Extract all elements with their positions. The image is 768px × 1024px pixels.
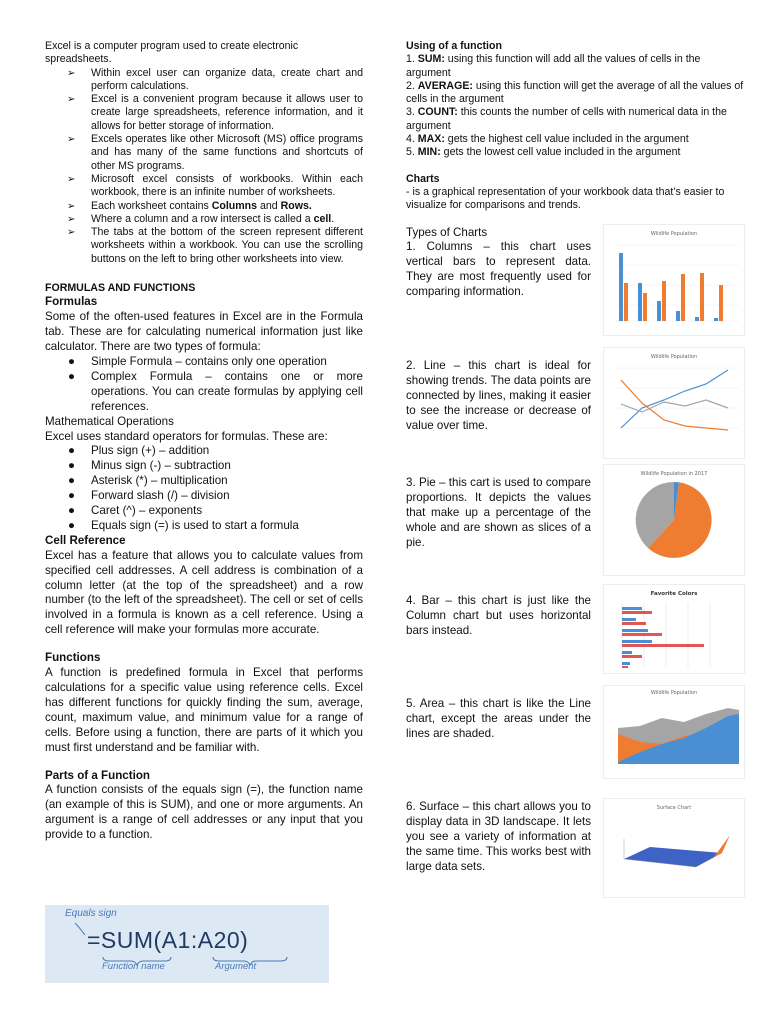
pie-chart-thumbnail [603, 464, 745, 576]
bullet-icon: ● [68, 504, 76, 518]
list-item: 2. AVERAGE: using this function will get the average of all the values of cells in the argument [406, 79, 744, 106]
arrow-bullet-icon: ➢ [67, 213, 76, 225]
subheading: Functions [45, 651, 101, 665]
paragraph: Excel uses standard operators for formulas. These are: [45, 429, 328, 443]
arrow-bullet-icon: ➢ [67, 94, 76, 106]
thumb-title: Wildlife Population in 2017 [640, 471, 708, 477]
chart-type-description: 4. Bar – this chart is just like the Column chart but uses horizontal bars instead. [406, 594, 591, 637]
thumb-title: Favorite Colors [650, 591, 698, 597]
section-heading: Using of a function [406, 40, 502, 52]
list-item: 5. MIN: gets the lowest cell value included in the argument [406, 146, 681, 159]
bar-chart-thumbnail [603, 584, 745, 674]
chart-type-description: 5. Area – this chart is like the Line chart, except the areas under the lines are shaded. [406, 697, 591, 740]
thumb-title: Wildlife Population [650, 354, 698, 360]
chart-type-description: 1. Columns – this chart uses vertical bars to represent data. They are most frequently used for comparing information. [406, 240, 591, 298]
intro-bullet-list [45, 67, 363, 266]
arrow-bullet-icon: ➢ [67, 200, 76, 212]
arrow-bullet-icon: ➢ [67, 173, 76, 185]
list-item: ● Simple Formula – contains only one operation [68, 354, 327, 368]
bullet-icon: ● [68, 354, 76, 368]
subheading: Mathematical Operations [45, 414, 174, 428]
formula-type-list [45, 355, 363, 415]
arrow-bullet-icon: ➢ [67, 134, 76, 146]
left-column [45, 40, 363, 843]
paragraph: A function consists of the equals sign (=), the function name (an example of this is SUM), and one or more arguments. An argument is a range of cell addresses or any input that you provide to a function. [45, 783, 363, 842]
bullet-icon: ● [68, 474, 76, 488]
list-item: ● Forward slash (/) – division [68, 489, 230, 503]
section-heading: FORMULAS AND FUNCTIONS [45, 282, 196, 295]
list-item: 3. COUNT: this counts the number of cells with numerical data in the argument [406, 106, 727, 132]
formula-brackets [45, 905, 329, 983]
subheading: Parts of a Function [45, 768, 150, 782]
formula-text: =SUM(A1:A20) [87, 927, 249, 953]
argument-label: Argument [215, 961, 257, 972]
list-item: ● Asterisk (*) – multiplication [68, 474, 228, 488]
column-chart-thumbnail [603, 224, 745, 336]
list-item: 1. SUM: using this function will add all the values of cells in the argument [406, 53, 701, 79]
right-column [406, 40, 746, 240]
chart-type-description: 3. Pie – this cart is used to compare proportions. It depicts the values that make up a percentage of the whole and are shown as slices of a pie. [406, 476, 591, 549]
list-item: 4. MAX: gets the highest cell value included in the argument [406, 133, 689, 146]
bullet-icon: ● [68, 369, 76, 383]
bullet-icon: ● [68, 444, 76, 458]
subheading: Formulas [45, 295, 98, 309]
equals-sign-label: Equals sign [65, 908, 117, 919]
formula-diagram [45, 905, 329, 983]
function-name-label: Function name [102, 961, 165, 972]
line-chart-thumbnail [603, 347, 745, 459]
thumb-title: Wildlife Population [650, 690, 698, 696]
thumb-title: Wildlife Population [650, 231, 698, 237]
thumb-title: Surface Chart [656, 805, 692, 811]
intro-text: Excel is a computer program used to create electronic spreadsheets. [45, 40, 299, 66]
list-item: ➢ Excel is a convenient program because it allows user to create large spreadsheets, reference information, and it allows for better storage of information. [67, 93, 363, 132]
operator-list [45, 444, 363, 533]
list-item: ● Minus sign (-) – subtraction [68, 459, 231, 473]
list-item: ● Equals sign (=) is used to start a formula [68, 518, 299, 532]
list-item: ➢ Each worksheet contains Columns and Rows. [67, 199, 312, 212]
bullet-icon: ● [68, 489, 76, 503]
subheading: Types of Charts [406, 225, 488, 239]
chart-type-description: 6. Surface – this chart allows you to display data in 3D landscape. It lets you see a variety of information at the same time. This works best with large data sets. [406, 800, 591, 873]
list-item: ● Caret (^) – exponents [68, 504, 203, 518]
paragraph: A function is predefined formula in Excel that performs calculations for a specific value using reference cells. Excel has different functions for quickly finding the sum, average, count, maximum value, and minimum value for a range of cells. Before using a function, there are parts of it which you must first understand and be familiar with. [45, 666, 363, 754]
list-item: ➢ Within excel user can organize data, create chart and perform calculations. [67, 66, 363, 92]
paragraph: Excel has a feature that allows you to calculate values from specified cell addresses. A cell address is combination of a column letter (at the top of the spreadsheet) and a row number (to the left of the spreadsheet). The cell or set of cells involved in a formula is known as a cell reference. Using a cell reference will make your formulas more accurate. [45, 548, 363, 637]
area-chart-thumbnail [603, 685, 745, 779]
subheading: Cell Reference [45, 533, 126, 547]
chart-type-description: 2. Line – this chart is ideal for showing trends. The data points are connected by lines, making it easier to see the increase or decrease of value over time. [406, 359, 591, 432]
list-item: ● Complex Formula – contains one or more operations. You can create formulas by applying cell references. [68, 369, 363, 413]
bullet-icon: ● [68, 518, 76, 532]
paragraph: Some of the often-used features in Excel are in the Formula tab. These are for calculating numerical information just like calculator. There are two types of formula: [45, 310, 363, 354]
list-item: ➢ Where a column and a row intersect is called a cell. [67, 212, 335, 225]
list-item: ➢ Microsoft excel consists of workbooks. Within each workbook, there is an infinite number of worksheets. [67, 172, 363, 199]
list-item: ● Plus sign (+) – addition [68, 444, 210, 458]
surface-chart-thumbnail [603, 798, 745, 898]
list-item: ➢ Excels operates like other Microsoft (MS) office programs and has many of the same functions and shortcuts of other MS programs. [67, 133, 363, 172]
paragraph: - is a graphical representation of your workbook data that’s easier to visualize for comparisons and trends. [406, 185, 725, 212]
section-heading: Charts [406, 172, 440, 185]
arrow-bullet-icon: ➢ [67, 227, 76, 239]
list-item: ➢ The tabs at the bottom of the screen represent different worksheets within a workbook. You can use the scrolling buttons on the left to bring other worksheets into view. [67, 226, 363, 265]
arrow-bullet-icon: ➢ [67, 67, 76, 79]
bullet-icon: ● [68, 459, 76, 473]
